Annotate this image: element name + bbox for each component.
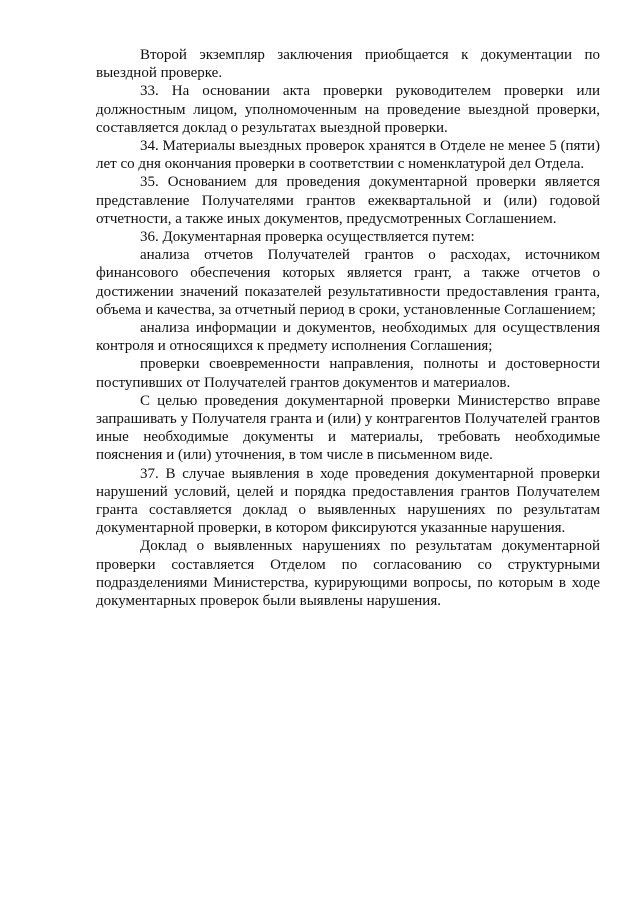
list-item-info-analysis: анализа информации и документов, необходимых для осуществления контроля и относящихся к предмету исполнения Соглашения;: [96, 320, 600, 355]
paragraph-36: 36. Документарная проверка осуществляется путем:: [140, 229, 475, 246]
paragraph-ministry-right: С целью проведения документарной проверки Министерство вправе запрашивать у Получателя гранта и (или) у контрагентов Получателей грантов иные необходимые документы и материалы, требовать необходимые пояснения и (или) уточнения, в том числе в письменном виде.: [96, 392, 600, 464]
paragraph-34: 34. Материалы выездных проверок хранятся в Отделе не менее 5 (пяти) лет со дня окончания проверки в соответствии с номенклатурой дел Отдела.: [96, 138, 600, 173]
paragraph-second-copy: Второй экземпляр заключения приобщается к документации по выездной проверке.: [96, 47, 600, 82]
paragraph-37: 37. В случае выявления в ходе проведения документарной проверки нарушений условий, целей и порядка предоставления грантов Получателем гранта составляется доклад о выявленных нарушениях по результатам документарной проверки, в котором фиксируются указанные нарушения.: [96, 465, 600, 537]
list-item-timeliness-check: проверки своевременности направления, полноты и достоверности поступивших от Получателей грантов документов и материалов.: [96, 356, 600, 391]
paragraph-violations-report: Доклад о выявленных нарушениях по результатам документарной проверки составляется Отделом по согласованию со структурными подразделениями Министерства, курирующими вопросы, по которым в ходе документарных проверок были выявлены нарушения.: [96, 538, 600, 610]
paragraph-35: 35. Основанием для проведения документарной проверки является представление Получателями грантов ежеквартальной и (или) годовой отчетности, а также иных документов, предусмотренных Соглашением.: [96, 174, 600, 227]
document-page: [96, 46, 600, 610]
paragraph-33: 33. На основании акта проверки руководителем проверки или должностным лицом, уполномоченным на проведение выездной проверки, составляется доклад о результатах выездной проверки.: [96, 83, 600, 136]
list-item-reports-analysis: анализа отчетов Получателей грантов о расходах, источником финансового обеспечения которых является грант, а также отчетов о достижении значений показателей результативности предоставления гранта, объема и качества, за отчетный период в сроки, установленные Соглашением;: [96, 247, 600, 318]
